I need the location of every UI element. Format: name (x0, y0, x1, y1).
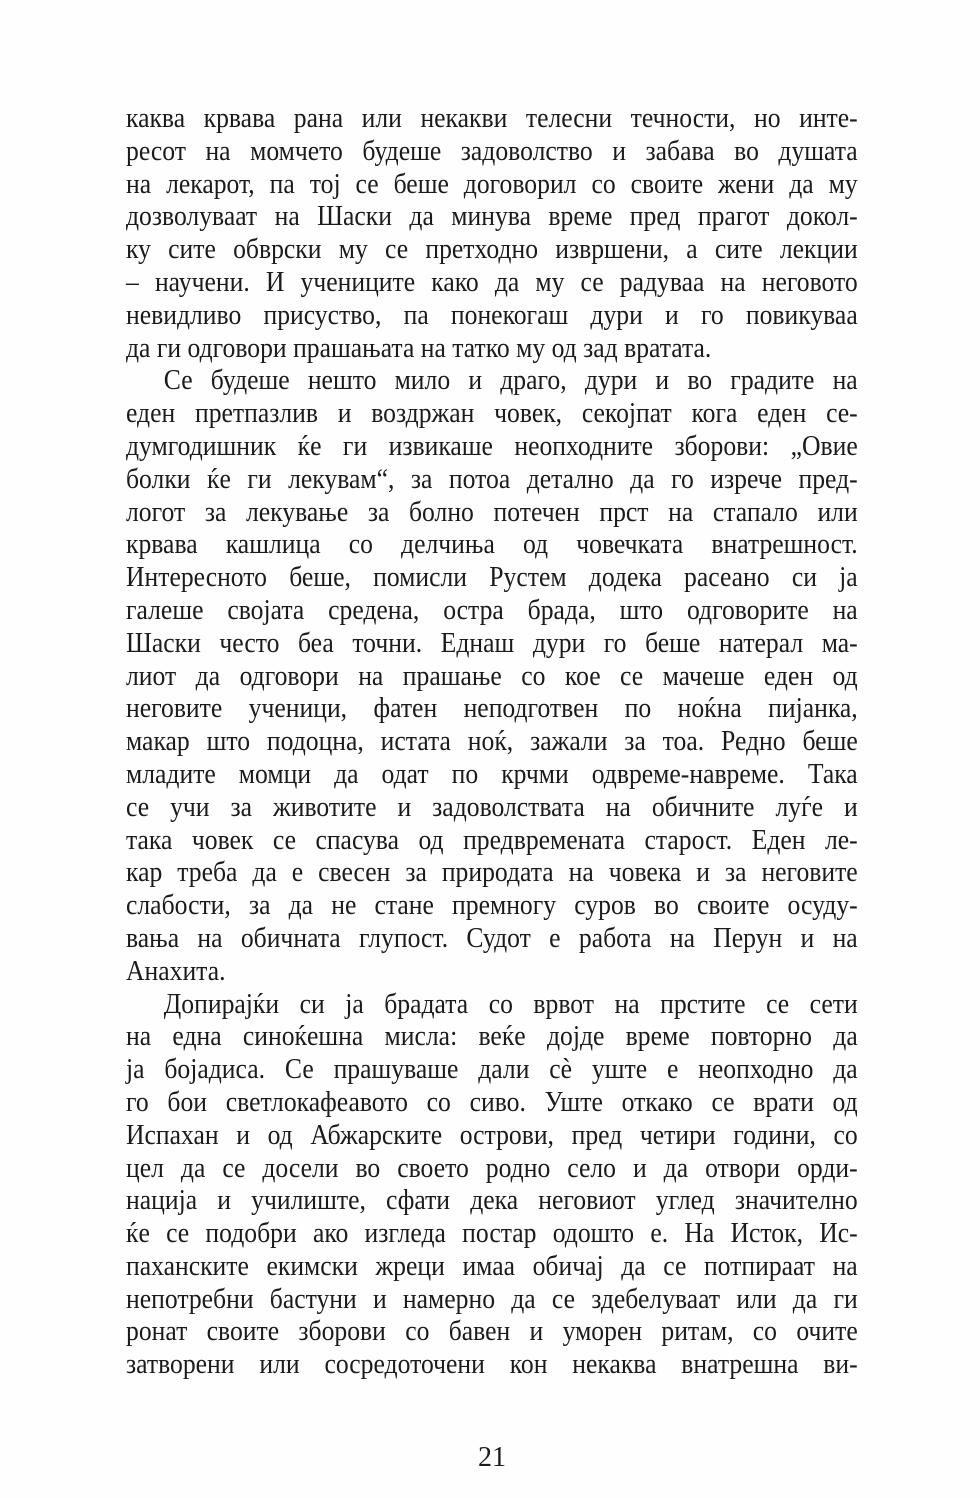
paragraph (126, 989, 858, 1383)
text-line: паханските екимски жреци имаа обичај да се потпираат на (126, 1250, 858, 1282)
text-line: макар што подоцна, истата ноќ, зажали за тоа. Редно беше (126, 726, 858, 758)
text-line: затворени или сосредоточени кон некаква внатрешна ви- (126, 1349, 858, 1381)
text-line: ронат своите зборови со бавен и уморен ритам, со очите (126, 1316, 858, 1348)
text-line: кар треба да е свесен за природата на човека и за неговите (126, 857, 858, 889)
text-line: думгодишник ќе ги извикаше неопходните зборови: „Овие (126, 430, 858, 462)
text-line: лиот да одговори на прашање со кое се мачеше еден од (126, 660, 858, 692)
text-line: ку сите обврски му се претходно извршени, а сите лекции (126, 234, 858, 266)
text-line: ресот на момчето будеше задоволство и забава во душата (126, 135, 858, 167)
text-line: еден претпазлив и воздржан човек, секојпат кога еден се- (126, 398, 858, 430)
text-line: болки ќе ги лекувам“, за потоа детално да го изрече пред- (126, 463, 858, 495)
text-line: галеше својата средена, остра брада, што одговорите на (126, 594, 858, 626)
text-line: невидливо присуство, па понекогаш дури и го повикуваа (126, 299, 858, 331)
text-line: ќе се подобри ако изгледа постар одошто е. На Исток, Ис- (126, 1218, 858, 1250)
text-line: Шаски често беа точни. Еднаш дури го беше натерал ма- (126, 627, 858, 659)
text-block (126, 103, 858, 1382)
text-line: Анахита. (126, 955, 226, 987)
text-line: на лекарот, па тој се беше договорил со своите жени да му (126, 168, 858, 200)
text-line: логот за лекување за болно потечен прст на стапало или (126, 496, 858, 528)
text-line: непотребни бастуни и намерно да се здебелуваат или да ги (126, 1283, 858, 1315)
text-line: Се будеше нешто мило и драго, дури и во градите на (163, 365, 858, 397)
text-line: Испахан и од Абжарските острови, пред четири години, со (126, 1119, 858, 1151)
text-line: дозволуваат на Шаски да минува време пред прагот докол- (126, 201, 858, 233)
text-line: цел да се досели во своето родно село и да отвори орди- (126, 1152, 858, 1184)
text-line: вања на обичната глупост. Судот е работа на Перун и на (126, 922, 858, 954)
text-line: каква крвава рана или некакви телесни течности, но инте- (126, 103, 858, 134)
text-line: да ги одговори прашањата на татко му од зад вратата. (126, 332, 712, 364)
text-line: Допирајќи си ја брадата со врвот на прстите се сети (163, 988, 858, 1020)
text-line: така човек се спасува од предвремената старост. Еден ле- (126, 824, 858, 856)
text-line: се учи за животите и задоволствата на обичните луѓе и (126, 791, 858, 823)
text-line: Интересното беше, помисли Рустем додека расеано си ја (126, 562, 858, 594)
paragraph (126, 365, 858, 988)
text-line: – научени. И учениците како да му се радуваа на неговото (126, 266, 858, 298)
text-line: нација и училиште, сфати дека неговиот углед значително (126, 1185, 858, 1217)
page-number: 21 (478, 1442, 506, 1473)
paragraph (126, 103, 858, 365)
text-line: неговите ученици, фатен неподготвен по ноќна пијанка, (126, 693, 858, 725)
text-line: крвава кашлица со делчиња од човечката внатрешност. (126, 529, 858, 561)
text-line: слабости, за да не стане премногу суров во своите осуду- (126, 890, 858, 922)
text-line: младите момци да одат по крчми одвреме-навреме. Така (126, 758, 858, 790)
text-line: на една синоќешна мисла: веќе дојде време повторно да (126, 1021, 858, 1053)
text-line: го бои светлокафеавото со сиво. Уште откако се врати од (126, 1086, 858, 1118)
text-line: ја бојадиса. Се прашуваше дали сѐ уште е неопходно да (126, 1054, 858, 1086)
